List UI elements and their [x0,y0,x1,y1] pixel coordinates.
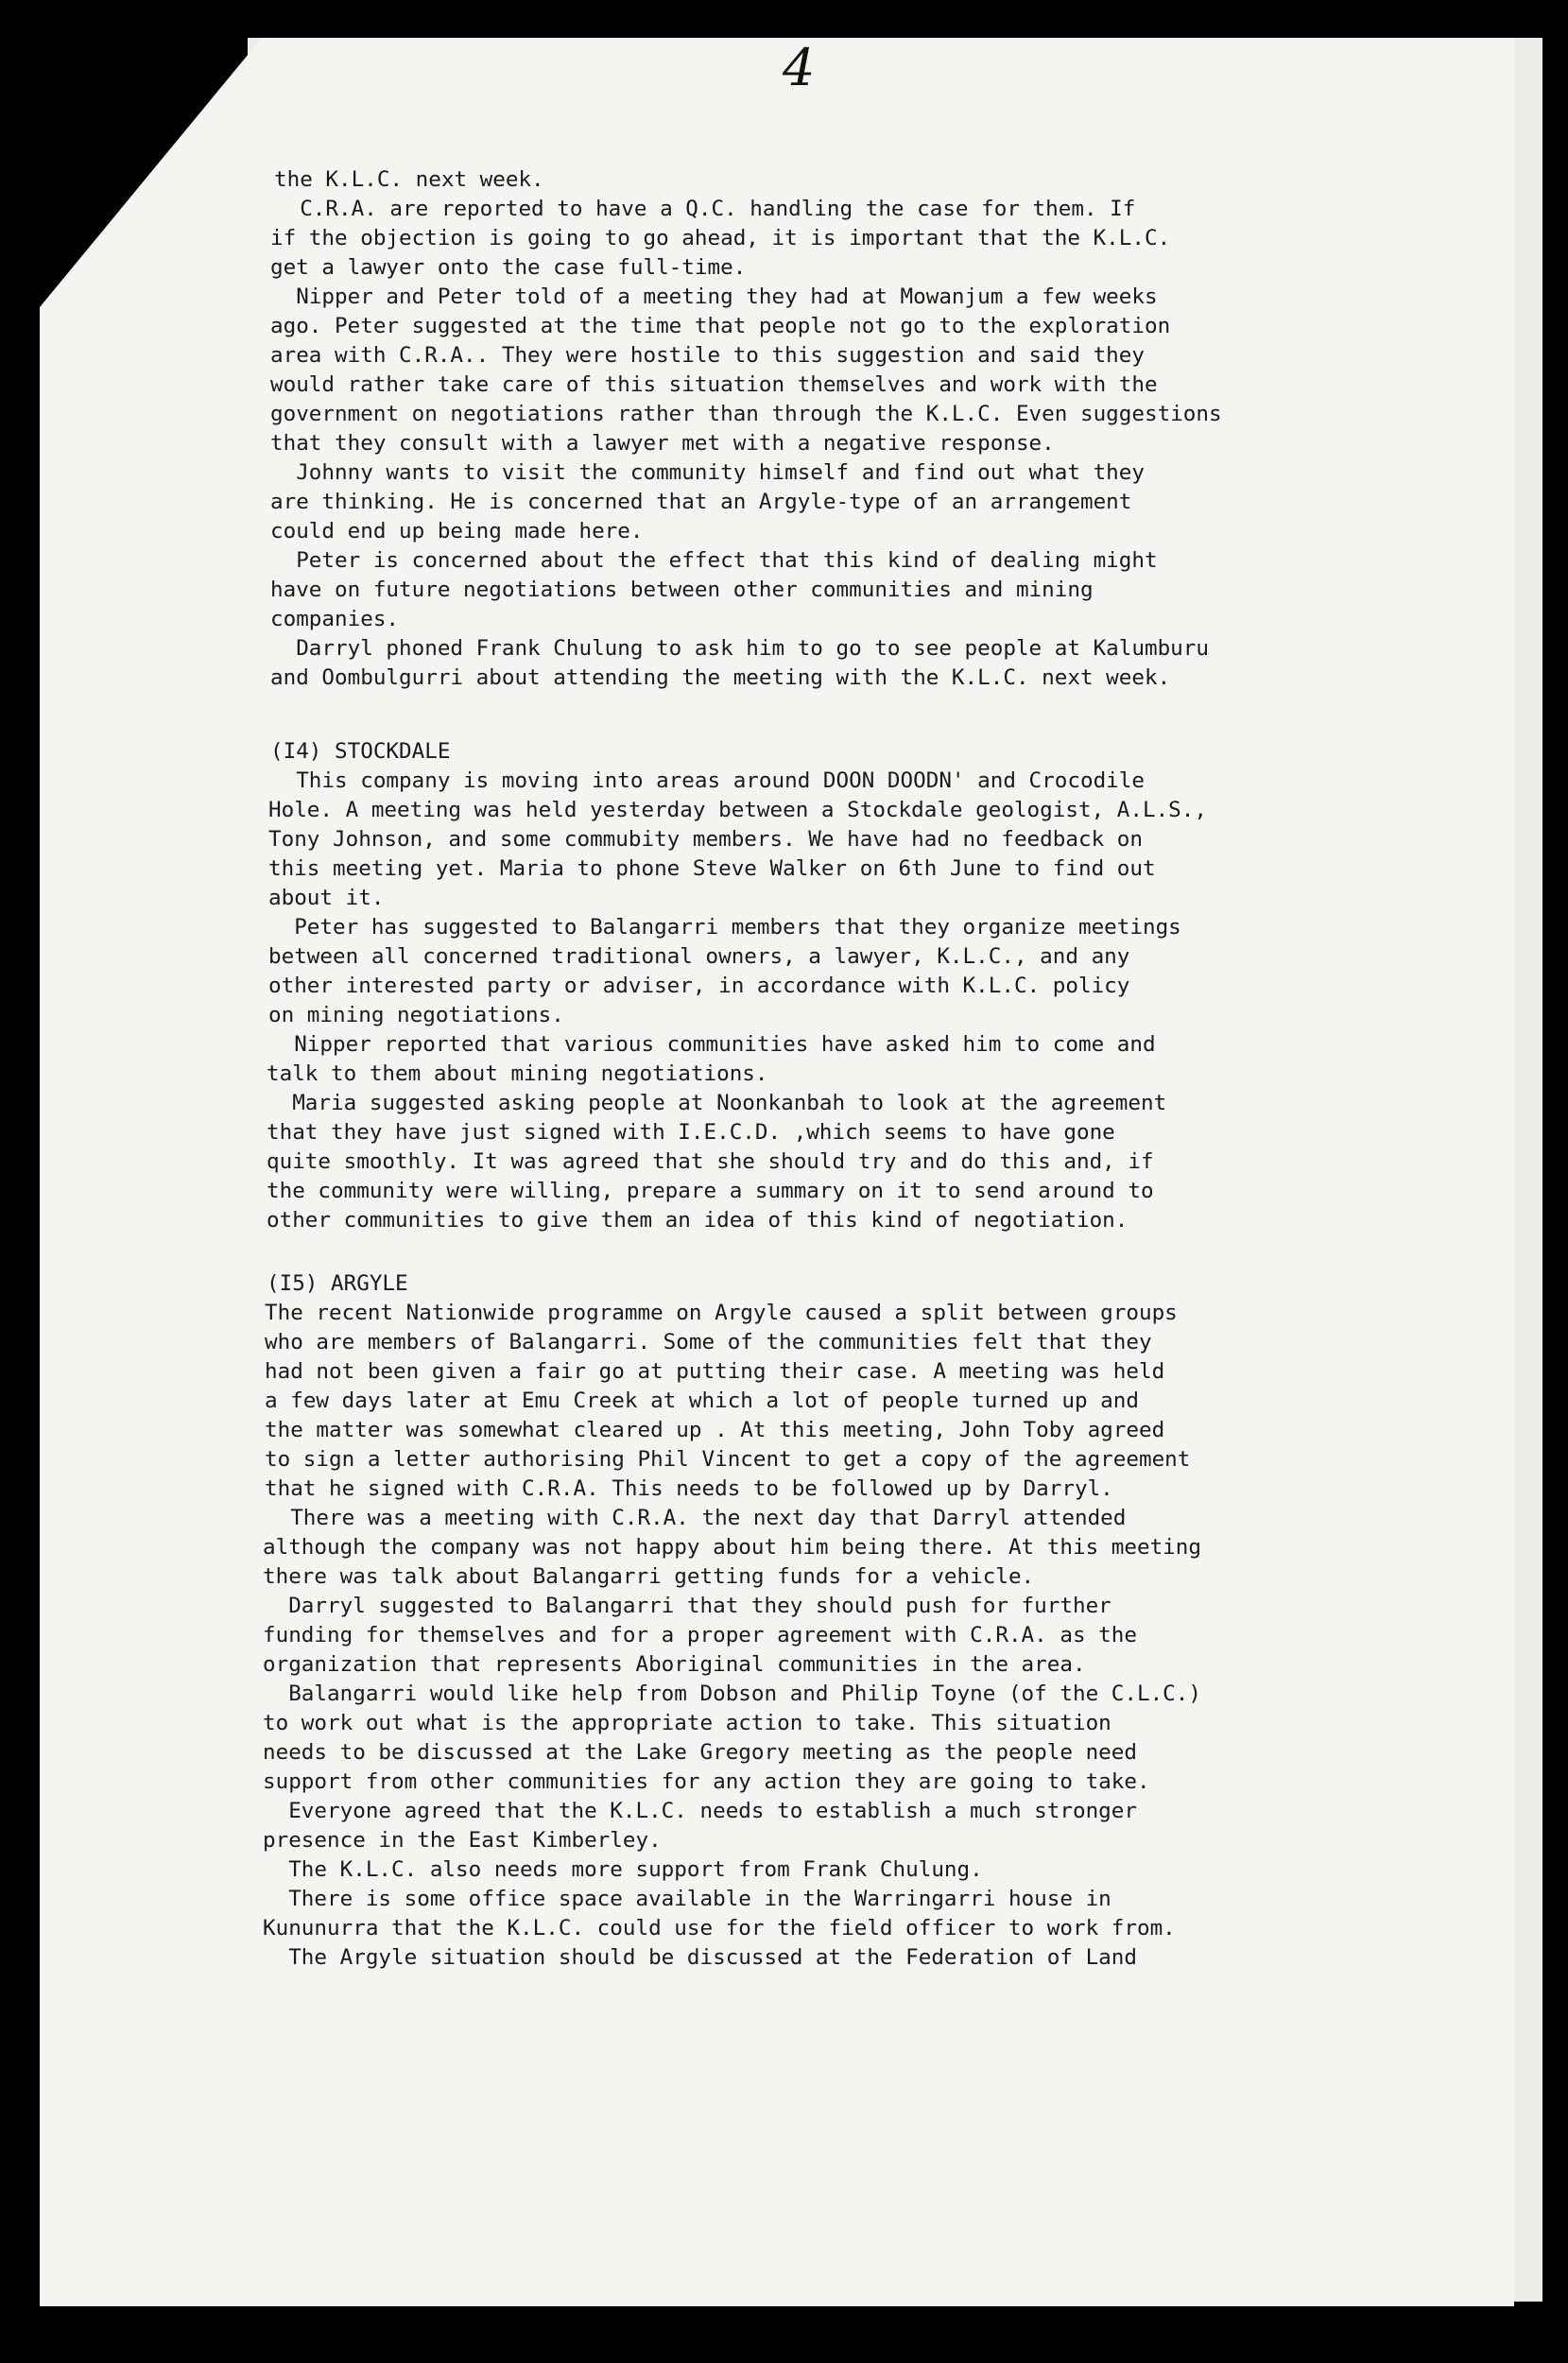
text-line: other interested party or adviser, in accordance with K.L.C. policy [268,974,1130,998]
text-line: This company is moving into areas around DOON DOODN' and Crocodile [270,768,1145,793]
text-line: funding for themselves and for a proper agreement with C.R.A. as the [263,1623,1137,1647]
text-line: had not been given a fair go at putting their case. A meeting was held [265,1359,1165,1384]
text-line: There was a meeting with C.R.A. the next day that Darryl attended [265,1506,1127,1530]
text-line: the matter was somewhat cleared up . At this meeting, John Toby agreed [265,1418,1165,1442]
text-line: Nipper reported that various communities have asked him to come and [268,1032,1156,1057]
text-line: and Oombulgurri about attending the meeting with the K.L.C. next week. [270,665,1171,690]
text-line: The recent Nationwide programme on Argyle caused a split between groups [265,1301,1178,1325]
text-line: area with C.R.A.. They were hostile to this suggestion and said they [270,343,1145,368]
text-line: Darryl suggested to Balangarri that they should push for further [263,1594,1111,1618]
text-line: ago. Peter suggested at the time that people not go to the exploration [270,314,1171,338]
text-line: this meeting yet. Maria to phone Steve Walker on 6th June to find out [268,856,1156,881]
text-line: have on future negotiations between other communities and mining [270,578,1094,602]
text-line: The K.L.C. also needs more support from Frank Chulung. [263,1857,983,1882]
section-heading-stockdale: (I4) STOCKDALE [270,739,451,764]
text-line: to sign a letter authorising Phil Vincent to get a copy of the agreement [265,1447,1191,1472]
text-line: Darryl phoned Frank Chulung to ask him to go to see people at Kalumburu [270,636,1209,661]
text-line: The Argyle situation should be discussed at the Federation of Land [263,1945,1137,1970]
text-line: Nipper and Peter told of a meeting they had at Mowanjum a few weeks [270,285,1158,309]
text-line: there was talk about Balangarri getting funds for a vehicle. [263,1564,1035,1589]
text-line: organization that represents Aboriginal communities in the area. [263,1652,1086,1677]
text-line: Maria suggested asking people at Noonkanbah to look at the agreement [267,1091,1167,1115]
text-line: that they have just signed with I.E.C.D. ,which seems to have gone [267,1120,1115,1145]
text-line: Hole. A meeting was held yesterday between a Stockdale geologist, A.L.S., [268,798,1207,822]
text-line: Balangarri would like help from Dobson and Philip Toyne (of the C.L.C.) [263,1682,1201,1706]
text-line: who are members of Balangarri. Some of the communities felt that they [265,1330,1152,1354]
text-line: needs to be discussed at the Lake Gregory meeting as the people need [263,1740,1137,1765]
text-line: quite smoothly. It was agreed that she should try and do this and, if [267,1149,1154,1174]
text-line: Everyone agreed that the K.L.C. needs to establish a much stronger [263,1799,1137,1823]
text-line: if the objection is going to go ahead, it is important that the K.L.C. [270,226,1171,250]
text-line: about it. [268,886,385,910]
text-line: C.R.A. are reported to have a Q.C. handling the case for them. If [274,197,1136,221]
text-line: on mining negotiations. [268,1003,564,1027]
text-line: that he signed with C.R.A. This needs to be followed up by Darryl. [265,1476,1113,1501]
text-line: support from other communities for any action they are going to take. [263,1769,1150,1794]
text-line: other communities to give them an idea of this kind of negotiation. [267,1208,1129,1233]
text-line: the community were willing, prepare a summary on it to send around to [267,1179,1154,1203]
text-line: to work out what is the appropriate action to take. This situation [263,1711,1111,1735]
page-number: 4 [783,38,816,97]
text-line: between all concerned traditional owners, a lawyer, K.L.C., and any [268,944,1130,969]
text-line: government on negotiations rather than through the K.L.C. Even suggestions [270,402,1222,426]
text-line: Kununurra that the K.L.C. could use for the field officer to work from. [263,1916,1176,1940]
text-line: There is some office space available in the Warringarri house in [263,1887,1111,1911]
text-line: could end up being made here. [270,519,644,543]
text-line: that they consult with a lawyer met with a negative response. [270,431,1055,456]
text-line: Peter is concerned about the effect that this kind of dealing might [270,548,1158,573]
text-line: companies. [270,607,400,631]
section-heading-argyle: (I5) ARGYLE [267,1271,408,1296]
text-line: talk to them about mining negotiations. [267,1061,768,1086]
text-line: although the company was not happy about him being there. At this meeting [263,1535,1201,1560]
text-line: get a lawyer onto the case full-time. [270,255,747,280]
text-line: Tony Johnson, and some commubity members. We have had no feedback on [268,827,1143,852]
text-line: a few days later at Emu Creek at which a lot of people turned up and [265,1388,1139,1413]
text-line: would rather take care of this situation themselves and work with the [270,372,1158,397]
text-line: presence in the East Kimberley. [263,1828,662,1853]
text-line: are thinking. He is concerned that an Argyle-type of an arrangement [270,490,1132,514]
text-line: Johnny wants to visit the community himself and find out what they [270,460,1145,485]
text-line: Peter has suggested to Balangarri members that they organize meetings [268,915,1181,940]
text-line: the K.L.C. next week. [274,167,544,192]
